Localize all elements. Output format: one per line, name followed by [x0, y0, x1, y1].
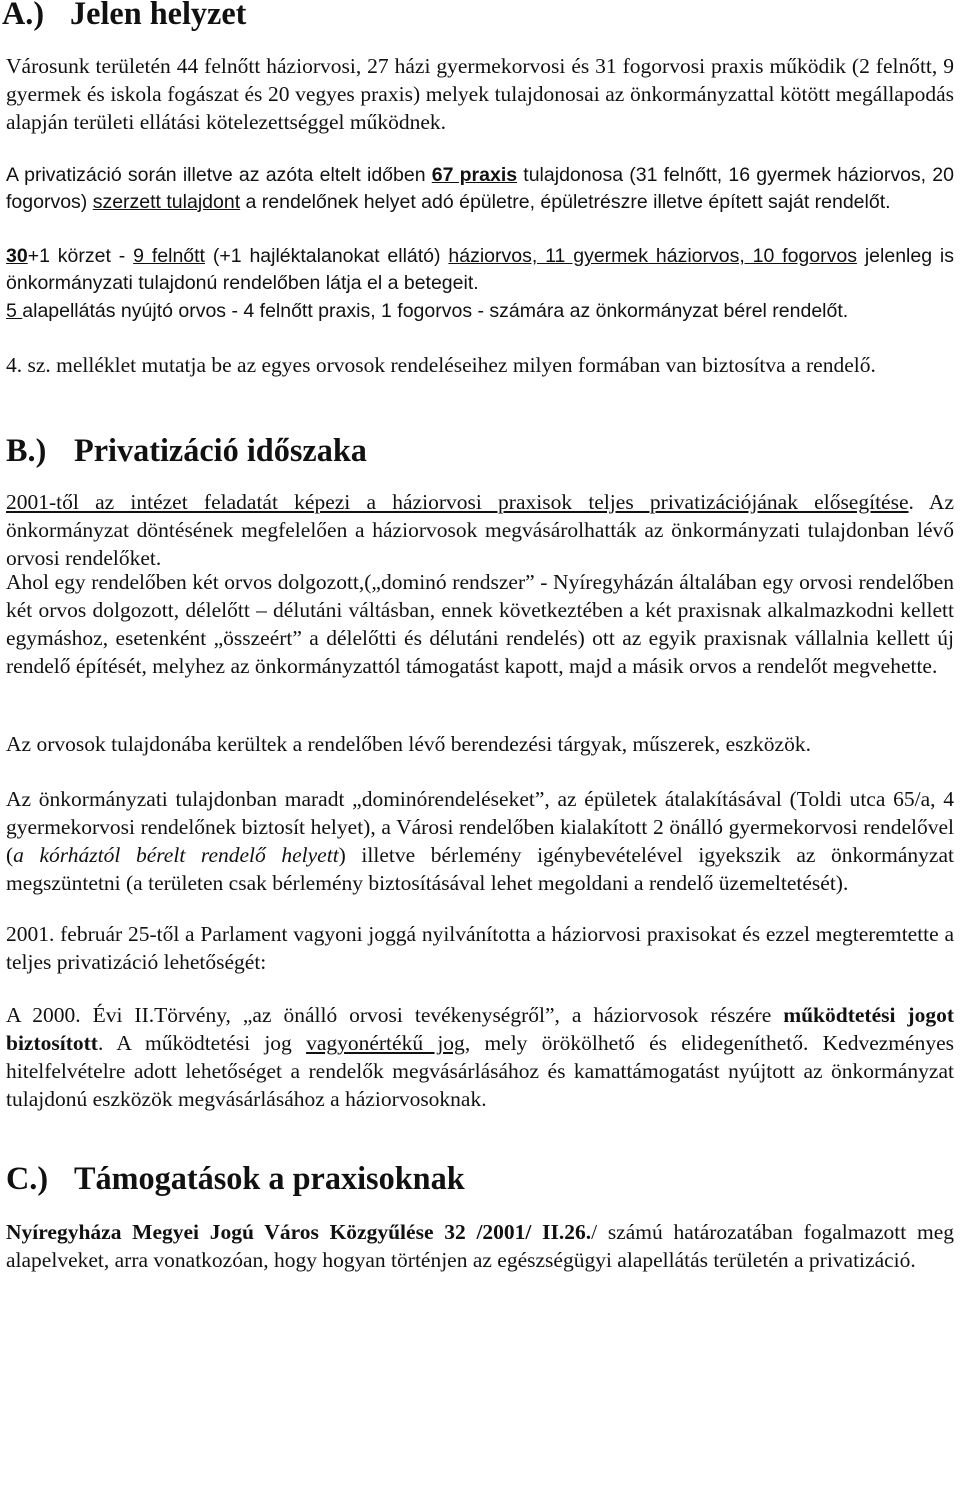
bold-phrase: működtetési jogot biztosított — [6, 1003, 954, 1055]
text: jelenleg is önkormányzati tulajdonú rendelőben látja el a betegeit. — [6, 245, 955, 294]
text: tulajdonosa (31 felnőtt, 16 gyermek háziorvos, 20 fogorvos) — [6, 164, 954, 213]
section-a-letter: A.) — [2, 0, 45, 31]
section-a-heading — [2, 0, 247, 31]
text: ) illetve bérlemény igénybevételével igyekszik az önkormányzat megszüntetni (a területen csak bérlemény biztosításával lehet megoldani a rendelő üzemeltetését). — [6, 843, 954, 895]
text: . Az önkormányzat döntésének megfelelően a háziorvosok megvásárolhatták az önkormányzati tulajdonban lévő orvosi rendelőket. — [6, 490, 955, 570]
section-a-p1-text: Városunk területén 44 felnőtt háziorvosi, 27 házi gyermekorvosi és 31 fogorvosi praxis működik (2 felnőtt, 9 gyermek és iskola fogászat és 20 vegyes praxis) melyek tulajdonosai az önkormányzattal kötött megállapodás alapján területi ellátási kötelezettséggel működnek. — [6, 54, 954, 134]
text: 4. sz. melléklet mutatja be az egyes orvosok rendeléseihez milyen formában van biztosítva a rendelő. — [6, 353, 876, 377]
underlined-phrase: vagyonértékű jog — [306, 1031, 465, 1055]
text: . A működtetési jog — [97, 1031, 307, 1055]
text: / számú határozatában fogalmazott meg alapelveket, arra vonatkozóan, hogy hogyan történjen az egészségügyi alapellátás területén a privatizáció. — [6, 1220, 954, 1272]
section-b-title: Privatizáció időszaka — [74, 432, 367, 468]
resolution-reference: Nyíregyháza Megyei Jogú Város Közgyűlése 32 /2001/ II.26. — [6, 1220, 592, 1244]
text: a rendelőnek helyet adó épületre, épületrészre illetve épített saját rendelőt. — [240, 191, 891, 213]
section-b-letter: B.) — [6, 432, 47, 468]
section-b-paragraph-5 — [6, 920, 954, 976]
section-a-paragraph-4 — [6, 297, 954, 325]
text: (+1 hajléktalanokat ellátó) — [204, 245, 449, 267]
section-b-paragraph-6 — [6, 1001, 954, 1113]
section-a-paragraph-2 — [6, 162, 954, 216]
section-a-paragraph-3 — [6, 243, 954, 297]
text: +1 körzet - — [27, 245, 134, 267]
district-count: 30 — [6, 245, 28, 267]
text: Ahol egy rendelőben két orvos dolgozott,(„dominó rendszer” - Nyíregyházán általában egy orvosi rendelőben két orvos dolgozott, délelőtt – délutáni váltásban, ennek következtében a két praxisnak alkalmazkodni kellett egymáshoz, esetenként „összeért” a délelőtti és délutáni rendelés) ott az egyik praxisnak vállalnia kellett új rendelő építését, melyhez az önkormányzattól támogatást kapott, majd a másik orvos a rendelőt megvehette. — [6, 570, 954, 678]
text: Az orvosok tulajdonába kerültek a rendelőben lévő berendezési tárgyak, műszerek, eszközök. — [6, 732, 811, 756]
text: 2001. február 25-től a Parlament vagyoni joggá nyilvánította a háziorvosi praxisokat és ezzel megteremtette a teljes privatizáció lehetőségét: — [6, 922, 954, 974]
section-b-heading — [6, 432, 367, 468]
section-c-title: Támogatások a praxisoknak — [74, 1160, 465, 1196]
section-a-paragraph-5 — [6, 351, 954, 379]
text: A 2000. Évi II.Törvény, „az önálló orvosi tevékenységről”, a háziorvosok részére — [6, 1003, 784, 1027]
section-c-paragraph-1 — [6, 1218, 954, 1274]
section-c-letter: C.) — [6, 1160, 49, 1196]
underlined-phrase: 2001-től az intézet feladatát képezi a háziorvosi praxisok teljes privatizációjának elősegítése — [6, 490, 909, 514]
underlined-phrase: szerzett tulajdont — [92, 191, 241, 213]
section-a-title: Jelen helyzet — [70, 0, 247, 31]
underlined-phrase: háziorvos, 11 gyermek háziorvos, 10 fogorvos — [448, 245, 857, 267]
text: Az önkormányzati tulajdonban maradt „dominórendeléseket”, az épületek átalakításával (Toldi utca 65/a, 4 gyermekorvosi rendelőnek biztosít helyet), a Városi rendelőben kialakított 2 önálló gyermekorvosi rendelővel ( — [6, 787, 954, 867]
section-b-paragraph-3 — [6, 730, 954, 758]
underlined-number: 5 — [6, 300, 23, 322]
section-b-paragraph-1 — [6, 488, 954, 572]
section-a-paragraph-1 — [6, 52, 954, 136]
text: A privatizáció során illetve az azóta eltelt időben — [6, 164, 432, 186]
section-c-heading — [6, 1160, 465, 1196]
praxis-count: 67 praxis — [431, 164, 518, 186]
underlined-phrase: 9 felnőtt — [133, 245, 205, 267]
section-b-paragraph-2 — [6, 568, 954, 680]
text: , mely örökölhető és elidegeníthető. Kedvezményes hitelfelvételre adott lehetőséget a rendelők megvásárlásához és kamattámogatást nyújtott az önkormányzat tulajdonú eszközök megvásárlásához a háziorvosoknak. — [6, 1031, 954, 1111]
italic-phrase: a kórháztól bérelt rendelő helyett — [13, 843, 339, 867]
text: alapellátás nyújtó orvos - 4 felnőtt praxis, 1 fogorvos - számára az önkormányzat bérel rendelőt. — [22, 300, 849, 322]
section-b-paragraph-4 — [6, 785, 954, 897]
